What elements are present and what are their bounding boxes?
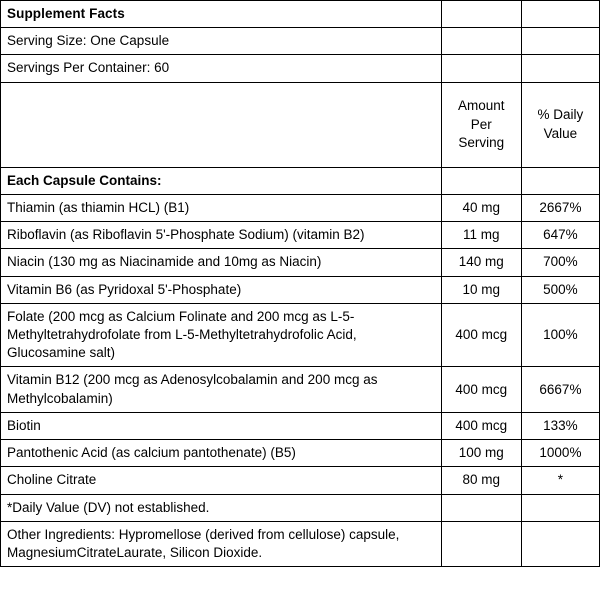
section-heading: Each Capsule Contains: [1,167,442,194]
table-row [1,249,600,276]
ingredient-daily-value: 700% [521,249,599,276]
title-row-blank-amount [441,1,521,28]
other-blank-dv [521,521,599,566]
serving-size-text: Serving Size: One Capsule [1,28,442,55]
ingredient-amount: 80 mg [441,467,521,494]
ingredient-name: Folate (200 mcg as Calcium Folinate and 200 mcg as L-5-Methyltetrahydrofolate from L-5-Methyltetrahydrofolic Acid, Glucosamine salt) [1,303,442,367]
ingredient-name: Pantothenic Acid (as calcium pantothenate) (B5) [1,440,442,467]
ingredient-amount: 40 mg [441,194,521,221]
header-amount-line-2: Per [470,116,492,132]
ingredient-name: Vitamin B12 (200 mcg as Adenosylcobalamin and 200 mcg as Methylcobalamin) [1,367,442,412]
ingredient-amount: 140 mg [441,249,521,276]
servings-per-container-text: Servings Per Container: 60 [1,55,442,82]
other-ingredients-row [1,521,600,566]
table-row [1,276,600,303]
table-row [1,222,600,249]
ingredient-amount: 11 mg [441,222,521,249]
header-amount-line-3: Serving [458,134,505,150]
footnote-row [1,494,600,521]
serving-size-blank-dv [521,28,599,55]
ingredient-daily-value: 133% [521,412,599,439]
servings-blank-amount [441,55,521,82]
ingredient-daily-value: 6667% [521,367,599,412]
ingredient-daily-value: 500% [521,276,599,303]
ingredient-name: Choline Citrate [1,467,442,494]
header-dv-line-1: % Daily [537,107,584,123]
header-blank-name [1,82,442,167]
servings-per-container-row [1,55,600,82]
ingredient-name: Niacin (130 mg as Niacinamide and 10mg as Niacin) [1,249,442,276]
header-daily-value [521,82,599,167]
ingredient-name: Vitamin B6 (as Pyridoxal 5'-Phosphate) [1,276,442,303]
section-heading-row [1,167,600,194]
ingredient-daily-value: * [521,467,599,494]
ingredient-name: Riboflavin (as Riboflavin 5'-Phosphate Sodium) (vitamin B2) [1,222,442,249]
table-row [1,303,600,367]
header-amount-line-1: Amount [458,98,505,114]
column-header-row [1,82,600,167]
table-row [1,412,600,439]
ingredient-amount: 100 mg [441,440,521,467]
ingredient-amount: 400 mcg [441,412,521,439]
title-row-blank-dv [521,1,599,28]
title-row [1,1,600,28]
table-row [1,440,600,467]
section-blank-dv [521,167,599,194]
daily-value-footnote: *Daily Value (DV) not established. [1,494,442,521]
ingredient-amount: 400 mcg [441,367,521,412]
table-row [1,367,600,412]
header-amount-per-serving [441,82,521,167]
ingredient-name: Biotin [1,412,442,439]
serving-size-blank-amount [441,28,521,55]
ingredient-name: Thiamin (as thiamin HCL) (B1) [1,194,442,221]
servings-blank-dv [521,55,599,82]
ingredient-amount: 10 mg [441,276,521,303]
ingredient-daily-value: 1000% [521,440,599,467]
ingredient-amount: 400 mcg [441,303,521,367]
other-ingredients-text: Other Ingredients: Hypromellose (derived from cellulose) capsule, MagnesiumCitrateLaurate, Silicon Dioxide. [1,521,442,566]
panel-title: Supplement Facts [1,1,442,28]
table-row [1,194,600,221]
ingredient-daily-value: 100% [521,303,599,367]
ingredient-daily-value: 2667% [521,194,599,221]
serving-size-row [1,28,600,55]
table-row [1,467,600,494]
ingredient-daily-value: 647% [521,222,599,249]
section-blank-amount [441,167,521,194]
footnote-blank-dv [521,494,599,521]
footnote-blank-amount [441,494,521,521]
header-dv-line-2: Value [543,125,578,141]
other-blank-amount [441,521,521,566]
